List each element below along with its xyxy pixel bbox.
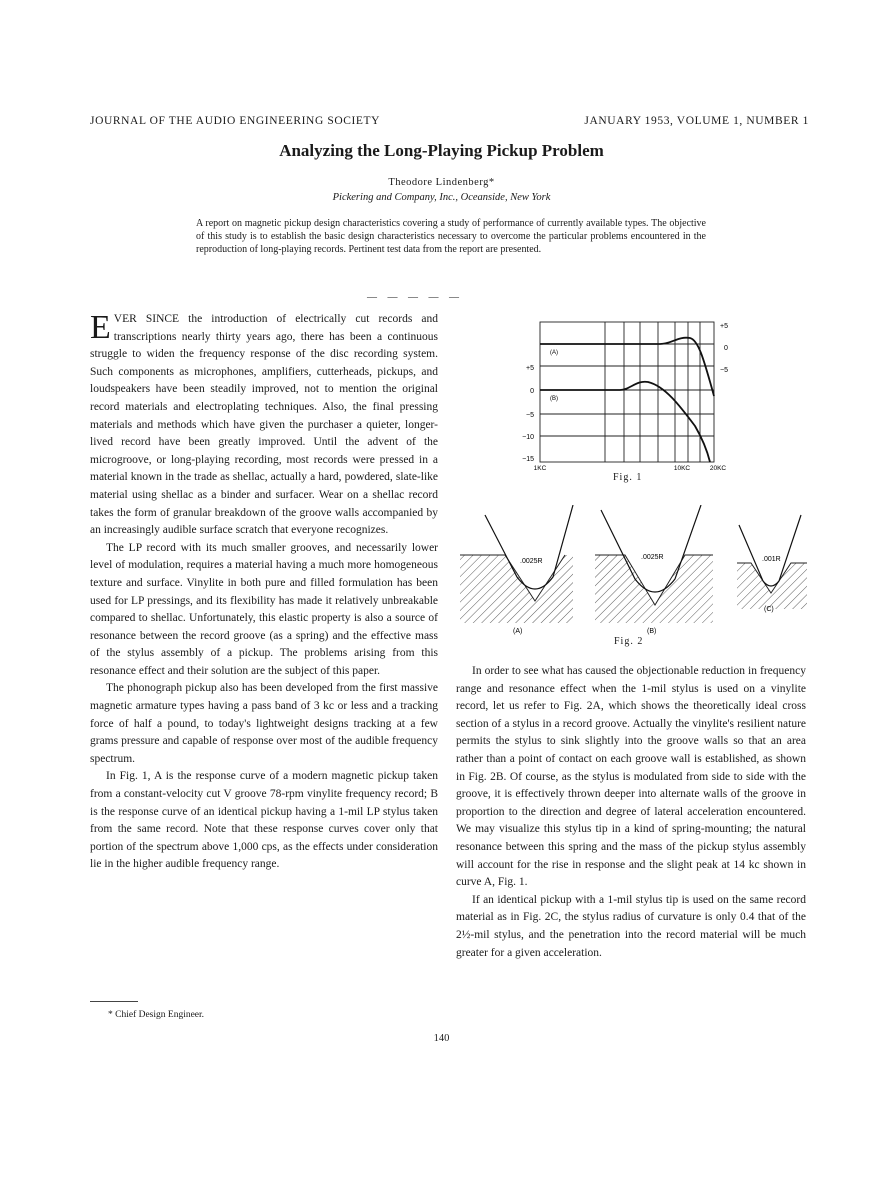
- y-tick-label: +5: [526, 365, 534, 372]
- y2-tick-label: −5: [720, 367, 728, 374]
- paragraph-text: VER SINCE the introduction of electrically cut records and transcriptions nearly thirty years ago, there has been a continuous struggle to widen the frequency response of the disc recording system. Such components as microphones, amplifiers, cutterheads, pickups, and loudspeakers have been steadily improved, not to mention the original record materials and electroplating techniques. Also, the final pressing materials and methods which have given the purchaser a quieter, longer-lived record have been greatly improved. Until the advent of the microgroove, or long-playing recording, most records were pressed in a material known in the trade as shellac, actually a hard, powdered, slate-like material using shellac as a binder and surfacer. Wear on a shellac record takes the form of granular breakdown of the groove walls accompanied by an increasingly audible surface scratch that everyone recognizes.: [90, 313, 438, 537]
- x-tick-label: 10KC: [673, 465, 691, 472]
- radius-label: .0025R: [520, 558, 543, 565]
- abstract: A report on magnetic pickup design characteristics covering a study of performance of currently available types. The objective of this study is to establish the basic design characteristics necessary to overcome the particular problems encountered in the reproduction of long-playing records. Pertinent test data from the report are presented.: [196, 218, 706, 255]
- curve-b: [540, 382, 710, 462]
- radius-label: .001R: [762, 556, 781, 563]
- fig2-caption: Fig. 2: [614, 636, 644, 647]
- y-tick-label: −15: [522, 456, 534, 463]
- curve-a-label: (A): [550, 350, 558, 356]
- groove-b: [595, 505, 713, 635]
- groove-b-label: (B): [647, 628, 657, 635]
- y2-tick-label: +5: [720, 323, 728, 330]
- fig2-groove-diagram: [455, 505, 815, 635]
- right-column: [456, 663, 806, 962]
- issue-info: JANUARY 1953, VOLUME 1, NUMBER 1: [584, 115, 809, 127]
- paragraph: [90, 311, 438, 540]
- curve-b-label: (B): [550, 396, 558, 402]
- y-tick-label: −10: [522, 434, 534, 441]
- x-tick-label: 1KC: [533, 465, 547, 472]
- groove-a-label: (A): [513, 628, 523, 635]
- footnote: * Chief Design Engineer.: [108, 1010, 205, 1020]
- article-title: Analyzing the Long-Playing Pickup Problem: [279, 141, 604, 160]
- y-tick-label: −5: [526, 412, 534, 419]
- left-column: [90, 311, 438, 874]
- y2-tick-label: 0: [724, 345, 728, 352]
- groove-c: [737, 515, 807, 613]
- page-number: 140: [433, 1033, 450, 1044]
- paragraph: In order to see what has caused the objectionable reduction in frequency range and resonance effect when the 1-mil stylus is used on a vinylite record, let us refer to Fig. 2A, which shows the theoretically ideal cross section of a stylus in a record groove. Actually the vinylite's resilient nature permits the stylus to sink slightly into the groove walls so that an area rather than a point of contact on each groove wall is established, as shown in Fig. 2B. Of course, as the stylus is modulated from side to side with the groove, it is effectively thrown deeper into alternate walls of the groove in proportion to the direction and degree of lateral acceleration encountered. We may visualize this stylus tip in a kind of spring-mounting; the natural resonance between this spring and the mass of the pickup stylus assembly will account for the rise in response and the slight peak at 14 kc shown in curve A, Fig. 1.: [456, 665, 806, 889]
- paragraph: The phonograph pickup also has been developed from the first massive magnetic armature types having a pass band of 3 kc or less and a tracking force of half a pound, to today's lightweight designs tracking at a few grams pressure and capable of response over most of the audible frequency spectrum.: [90, 682, 438, 765]
- footnote-rule: [90, 1001, 138, 1002]
- affiliation: Pickering and Company, Inc., Oceanside, New York: [332, 192, 551, 203]
- journal-name: JOURNAL OF THE AUDIO ENGINEERING SOCIETY: [90, 115, 381, 127]
- fig1-response-chart: [490, 316, 780, 476]
- groove-a: [460, 505, 573, 635]
- radius-label: .0025R: [641, 554, 664, 561]
- y-tick-label: 0: [530, 388, 534, 395]
- paragraph: The LP record with its much smaller grooves, and necessarily lower level of modulation, requires a material having a much more homogeneous texture and surface. Vinylite in both pure and filled formulation has been used for LP pressings, and its flexibility has made it relatively unbreakable compared to shellac. Unfortunately, this elastic property is also a source of resonance between the record groove (as a spring) and the effective mass of the stylus assembly of a pickup. The problems arising from this resonance effect and their solution are the subject of this paper.: [90, 541, 438, 677]
- author: Theodore Lindenberg*: [388, 177, 495, 188]
- groove-c-label: (C): [764, 606, 774, 613]
- dropcap: E: [90, 309, 111, 346]
- separator: — — — — —: [367, 292, 463, 303]
- paragraph: If an identical pickup with a 1-mil stylus tip is used on the same record material as in Fig. 2C, the stylus radius of curvature is only 0.4 that of the 2½-mil stylus, and the penetration into the record material will be much greater for a given acceleration.: [456, 893, 806, 959]
- fig1-caption: Fig. 1: [613, 472, 643, 483]
- paragraph: In Fig. 1, A is the response curve of a modern magnetic pickup taken from a constant-velocity cut V groove 78-rpm vinylite frequency record; B is the response curve of an identical pickup having a 1-mil LP stylus taken from the same record. Note that these response curves cover only that portion of the spectrum above 1,000 cps, as the effects under consideration lie in the higher audible frequency range.: [90, 770, 438, 871]
- x-tick-label: 20KC: [709, 465, 727, 472]
